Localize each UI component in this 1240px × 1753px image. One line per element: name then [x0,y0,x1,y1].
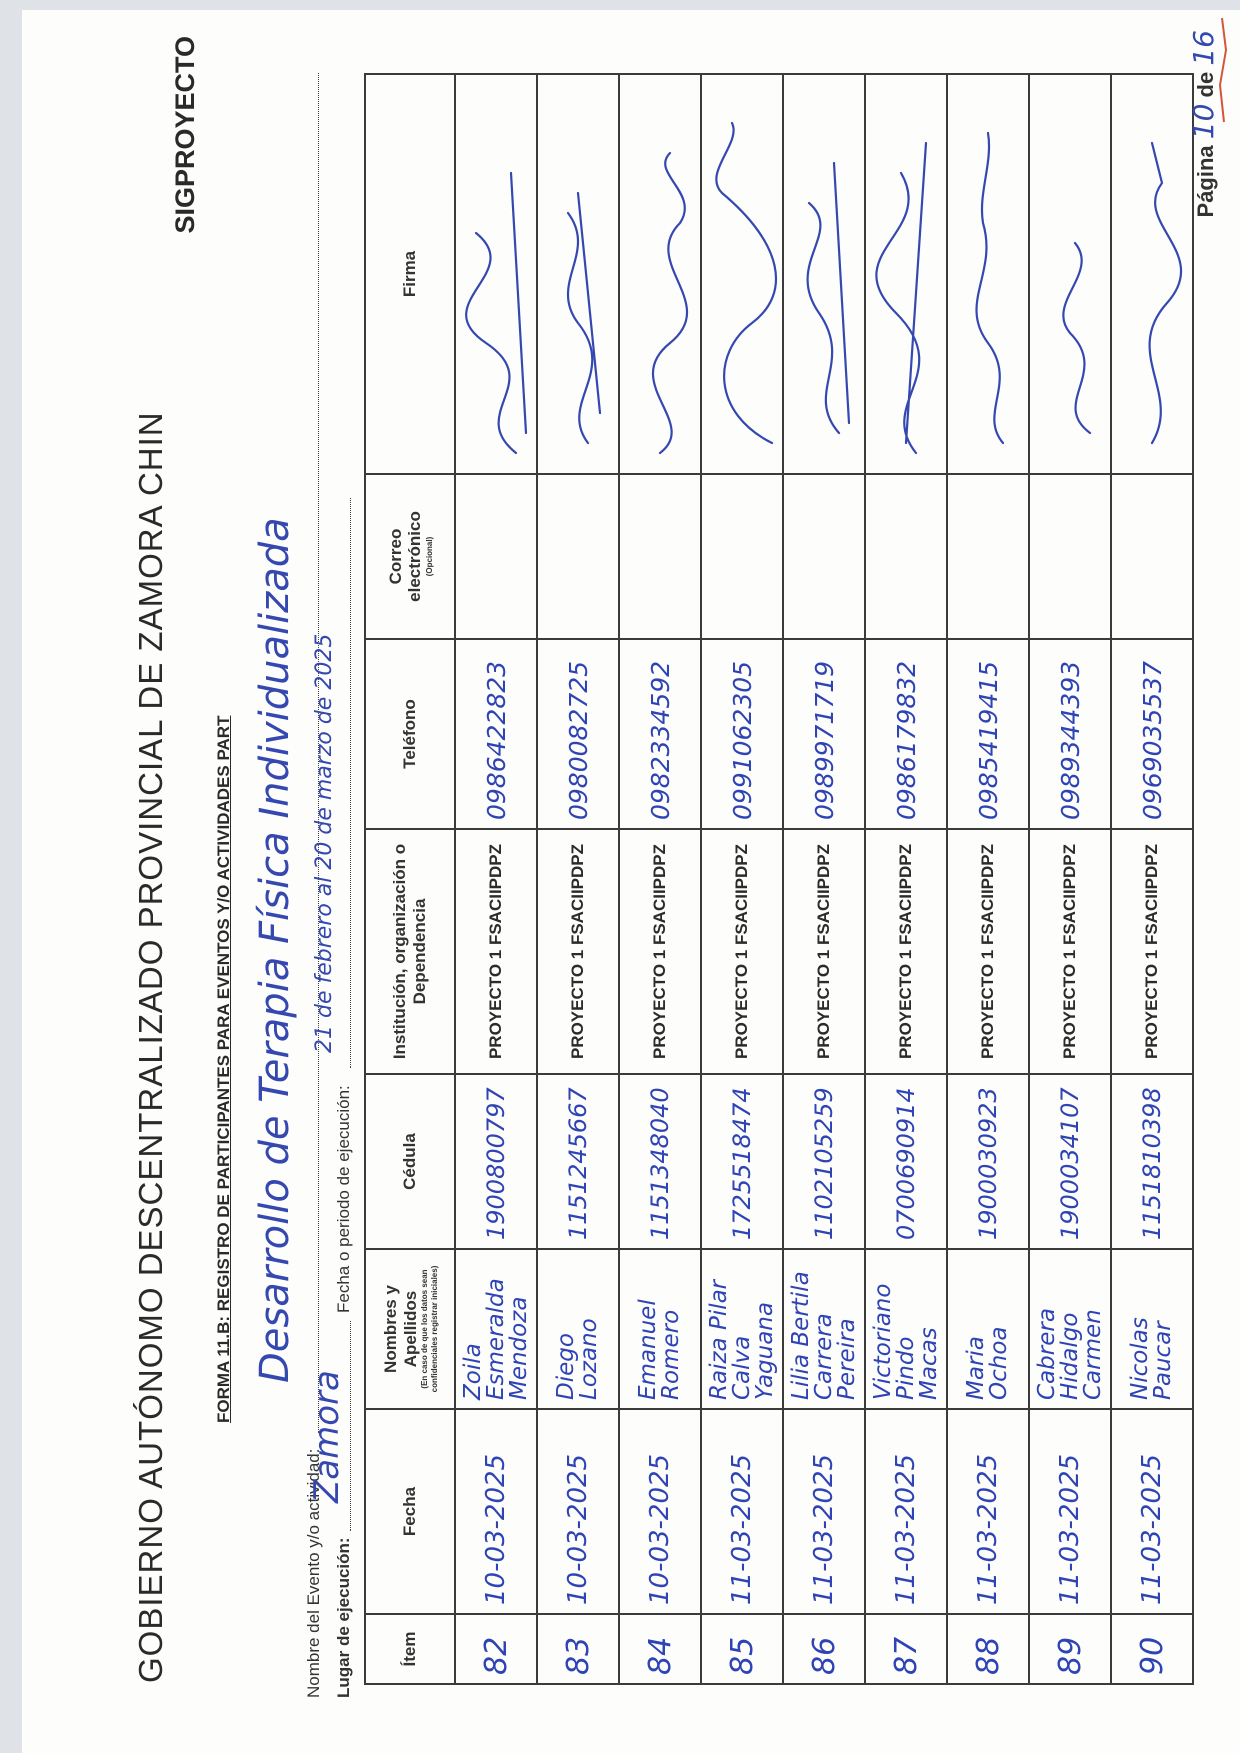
cell-institucion: PROYECTO 1 FSACIIPDPZ [865,829,947,1074]
cell-fecha: 11-03-2025 [701,1409,783,1614]
page-total: 16 [1187,30,1220,66]
signature-scribble [1112,73,1192,473]
cell-item: 90 [1111,1614,1193,1684]
cell-telefono: 0969035537 [1111,639,1193,829]
header-fecha: Fecha [365,1409,455,1614]
signature-scribble [866,73,946,473]
cell-firma [537,74,619,474]
cell-item: 85 [701,1614,783,1684]
cell-nombre [783,1249,865,1409]
header-institucion: Institución, organización o Dependencia [365,829,455,1074]
event-name-label: Nombre del Evento y/o actividad: [304,1448,323,1698]
name-line: Victoriano [869,1283,896,1400]
cell-item: 83 [537,1614,619,1684]
name-line: Diego [553,1333,579,1400]
header-nombres: Nombres y Apellidos (En caso de que los datos sean confidenciales registrar iniciales) [365,1249,455,1409]
participants-table [364,73,1194,1685]
cell-telefono: 0989344393 [1029,639,1111,829]
cell-fecha: 10-03-2025 [455,1409,537,1614]
cell-institucion: PROYECTO 1 FSACIIPDPZ [537,829,619,1074]
cell-nombre [455,1249,537,1409]
cell-fecha: 11-03-2025 [783,1409,865,1614]
cell-cedula: 1102105259 [783,1074,865,1249]
cell-telefono: 0982334592 [619,639,701,829]
date-label: Fecha o periodo de ejecución: [334,1085,353,1313]
cell-institucion: PROYECTO 1 FSACIIPDPZ [701,829,783,1074]
header-correo: Correo electrónico (Opcional) [365,474,455,639]
cell-correo [865,474,947,639]
cell-nombre [619,1249,701,1409]
cell-fecha: 10-03-2025 [619,1409,701,1614]
name-line: Calva Yaguana [728,1302,778,1400]
signature-scribble [702,73,782,473]
cell-nombre [537,1249,619,1409]
name-line: Carrera Pereira [810,1313,860,1400]
place-value: Zamora [307,1370,347,1503]
cell-nombre [865,1249,947,1409]
cell-institucion: PROYECTO 1 FSACIIPDPZ [947,829,1029,1074]
cell-correo [619,474,701,639]
page-indicator: Página 10 de 16 [1187,30,1220,218]
table-row [783,74,865,1684]
cell-firma [783,74,865,474]
cell-fecha: 11-03-2025 [1111,1409,1193,1614]
cell-cedula: 1900034107 [1029,1074,1111,1249]
scanned-sheet [22,10,1240,1753]
form-title: FORMA 11.B: REGISTRO DE PARTICIPANTES PARA EVENTOS Y/O ACTIVIDADES PART [214,715,233,1423]
cell-fecha: 11-03-2025 [865,1409,947,1614]
system-title: SIGPROYECTO [170,36,200,234]
name-line: Pindo Macas [892,1327,942,1400]
page-title: GOBIERNO AUTÓNOMO DESCENTRALIZADO PROVINCIAL DE ZAMORA CHIN [132,411,169,1683]
cell-nombre [1029,1249,1111,1409]
table-row [947,74,1029,1684]
name-line: Lozano [576,1318,602,1400]
signature-scribble [456,73,536,473]
date-dotted-line [350,498,351,1068]
table-row [701,74,783,1684]
name-line: Zoila [459,1343,486,1400]
table-row [619,74,701,1684]
cell-correo [783,474,865,639]
name-line: Hidalgo [1056,1312,1083,1400]
date-value: 21 de febrero al 20 de marzo de 2025 [312,633,337,1053]
table-row [865,74,947,1684]
table-row [1111,74,1193,1684]
cell-correo [455,474,537,639]
signature-scribble [1030,73,1110,473]
cell-telefono: 0980082725 [537,639,619,829]
cell-institucion: PROYECTO 1 FSACIIPDPZ [783,829,865,1074]
cell-item: 82 [455,1614,537,1684]
name-line: Raiza Pilar [705,1279,732,1400]
cell-nombre [701,1249,783,1409]
cell-telefono: 0985419415 [947,639,1029,829]
cell-correo [701,474,783,639]
header-telefono: Teléfono [365,639,455,829]
table-header-row [365,74,455,1684]
cell-firma [619,74,701,474]
cell-fecha: 10-03-2025 [537,1409,619,1614]
cell-telefono: 0986422823 [455,639,537,829]
cell-cedula: 1151810398 [1111,1074,1193,1249]
cell-institucion: PROYECTO 1 FSACIIPDPZ [1029,829,1111,1074]
cell-cedula: 1151245667 [537,1074,619,1249]
cell-firma [455,74,537,474]
name-line: Esmeralda [482,1278,509,1400]
cell-nombre [947,1249,1029,1409]
cell-cedula: 1151348040 [619,1074,701,1249]
cell-telefono: 0989971719 [783,639,865,829]
table-row [537,74,619,1684]
signature-scribble [784,73,864,473]
table-row [1029,74,1111,1684]
cell-correo [1029,474,1111,639]
signature-scribble [948,73,1028,473]
cell-cedula: 1900030923 [947,1074,1029,1249]
name-line: Mendoza [505,1296,532,1400]
cell-cedula: 0700690914 [865,1074,947,1249]
cell-institucion: PROYECTO 1 FSACIIPDPZ [455,829,537,1074]
cell-firma [1111,74,1193,474]
cell-nombre [1111,1249,1193,1409]
name-line: Nicolas [1127,1317,1153,1400]
place-dotted-line [350,1321,351,1531]
cell-firma [865,74,947,474]
cell-firma [947,74,1029,474]
name-line: Paucar [1150,1321,1176,1400]
cell-cedula: 1725518474 [701,1074,783,1249]
cell-fecha: 11-03-2025 [1029,1409,1111,1614]
header-item: Ítem [365,1614,455,1684]
cell-item: 89 [1029,1614,1111,1684]
cell-telefono: 0991062305 [701,639,783,829]
cell-firma [1029,74,1111,474]
place-label: Lugar de ejecución: [334,1537,353,1698]
cell-item: 87 [865,1614,947,1684]
cell-item: 86 [783,1614,865,1684]
name-line: Maria [963,1336,989,1400]
table-row [455,74,537,1684]
cell-cedula: 1900800797 [455,1074,537,1249]
cell-institucion: PROYECTO 1 FSACIIPDPZ [1111,829,1193,1074]
cell-firma [701,74,783,474]
event-name-value: Desarrollo de Terapia Física Individualizada [252,517,298,1383]
signature-scribble [538,73,618,473]
cell-fecha: 11-03-2025 [947,1409,1029,1614]
name-line: Carmen [1079,1309,1106,1400]
cell-item: 88 [947,1614,1029,1684]
header-firma: Firma [365,74,455,474]
cell-correo [1111,474,1193,639]
name-line: Lilia Bertila [787,1271,814,1400]
header-cedula: Cédula [365,1074,455,1249]
page-number: 10 [1187,103,1220,140]
signature-scribble [620,73,700,473]
cell-telefono: 0986179832 [865,639,947,829]
name-line: Ochoa [986,1326,1012,1400]
form-page [22,10,1240,1753]
cell-correo [537,474,619,639]
cell-correo [947,474,1029,639]
name-line: Cabrera [1033,1308,1060,1400]
cell-item: 84 [619,1614,701,1684]
cell-institucion: PROYECTO 1 FSACIIPDPZ [619,829,701,1074]
name-line: Emanuel Romero [635,1299,684,1400]
